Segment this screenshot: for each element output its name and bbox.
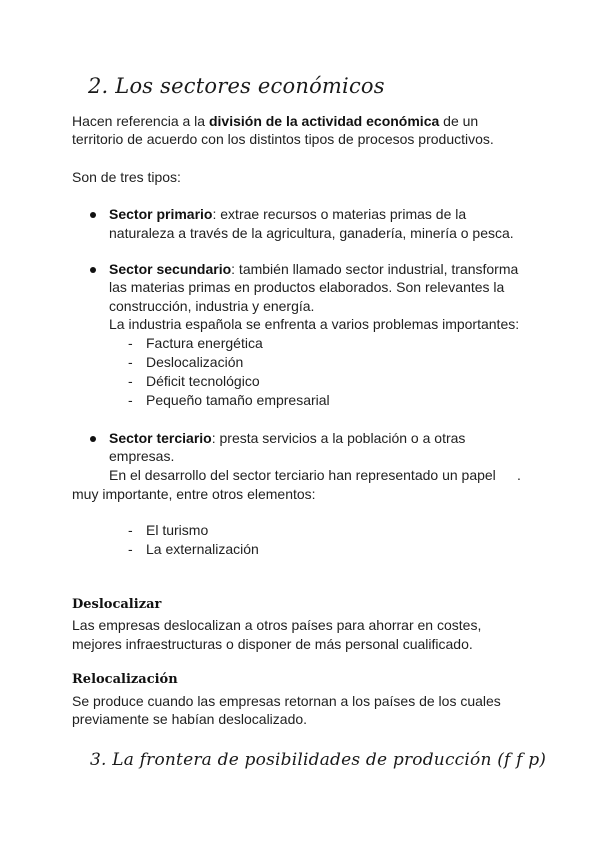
dash-problem-4: - <box>128 392 133 408</box>
problem-item-4: Pequeño tamaño empresarial <box>146 392 330 408</box>
intro-text-pre: Hacen referencia a la <box>72 113 209 129</box>
secondary-line-2: las materias primas en productos elaborados. Son relevantes la <box>109 279 505 295</box>
deslocalizar-line-1: Las empresas deslocalizan a otros países para ahorrar en costes, <box>72 617 482 633</box>
intro-line-2: territorio de acuerdo con los distintos tipos de procesos productivos. <box>72 131 494 147</box>
secondary-line-3: construcción, industria y energía. <box>109 298 315 314</box>
relocalizacion-line-2: previamente se habían deslocalizado. <box>72 711 308 727</box>
tertiary-line-3: En el desarrollo del sector terciario han representado un papel <box>109 467 496 483</box>
tertiary-line-4: muy importante, entre otros elementos: <box>72 486 316 502</box>
types-intro: Son de tres tipos: <box>72 169 181 185</box>
element-item-2: La externalización <box>146 541 259 557</box>
tertiary-line-2: empresas. <box>109 448 175 464</box>
primary-name: Sector primario <box>109 206 213 222</box>
deslocalizar-line-2: mejores infraestructuras o disponer de más personal cualificado. <box>72 636 473 652</box>
element-item-1: El turismo <box>146 522 209 538</box>
tertiary-line-1 <box>109 429 465 447</box>
problem-item-2: Deslocalización <box>146 354 244 370</box>
intro-line-1 <box>72 112 478 130</box>
primary-line-1 <box>109 205 466 223</box>
primary-text-1: : extrae recursos o materias primas de la <box>212 206 467 222</box>
bullet-secondary <box>90 267 96 273</box>
tertiary-name: Sector terciario <box>109 430 212 446</box>
intro-text-bold: división de la actividad económica <box>208 113 440 129</box>
problem-item-1: Factura energética <box>146 335 263 351</box>
secondary-line-1 <box>109 260 518 278</box>
dash-problem-1: - <box>128 335 133 351</box>
secondary-name: Sector secundario <box>109 261 232 277</box>
secondary-text-1: : también llamado sector industrial, transforma <box>231 261 519 277</box>
secondary-line-4: La industria española se enfrenta a varios problemas importantes: <box>109 316 520 332</box>
dash-element-2: - <box>128 541 133 557</box>
dash-problem-3: - <box>128 373 133 389</box>
bullet-tertiary <box>90 436 96 442</box>
section-3-heading: 3. La frontera de posibilidades de producción (f f p) <box>90 750 547 770</box>
relocalizacion-line-1: Se produce cuando las empresas retornan a los países de los cuales <box>72 693 501 709</box>
tertiary-text-1: : presta servicios a la población o a otras <box>211 430 466 446</box>
section-2-heading: 2. Los sectores económicos <box>88 74 385 98</box>
relocalizacion-title: Relocalización <box>72 672 178 687</box>
primary-line-2: naturaleza a través de la agricultura, ganadería, minería o pesca. <box>109 225 514 241</box>
bullet-primary <box>90 212 96 218</box>
deslocalizar-title: Deslocalizar <box>72 597 162 612</box>
dash-problem-2: - <box>128 354 133 370</box>
dash-element-1: - <box>128 522 133 538</box>
intro-text-post: de un <box>439 113 479 129</box>
problem-item-3: Déficit tecnológico <box>146 373 260 389</box>
tertiary-line-3-dot: . <box>517 467 521 483</box>
